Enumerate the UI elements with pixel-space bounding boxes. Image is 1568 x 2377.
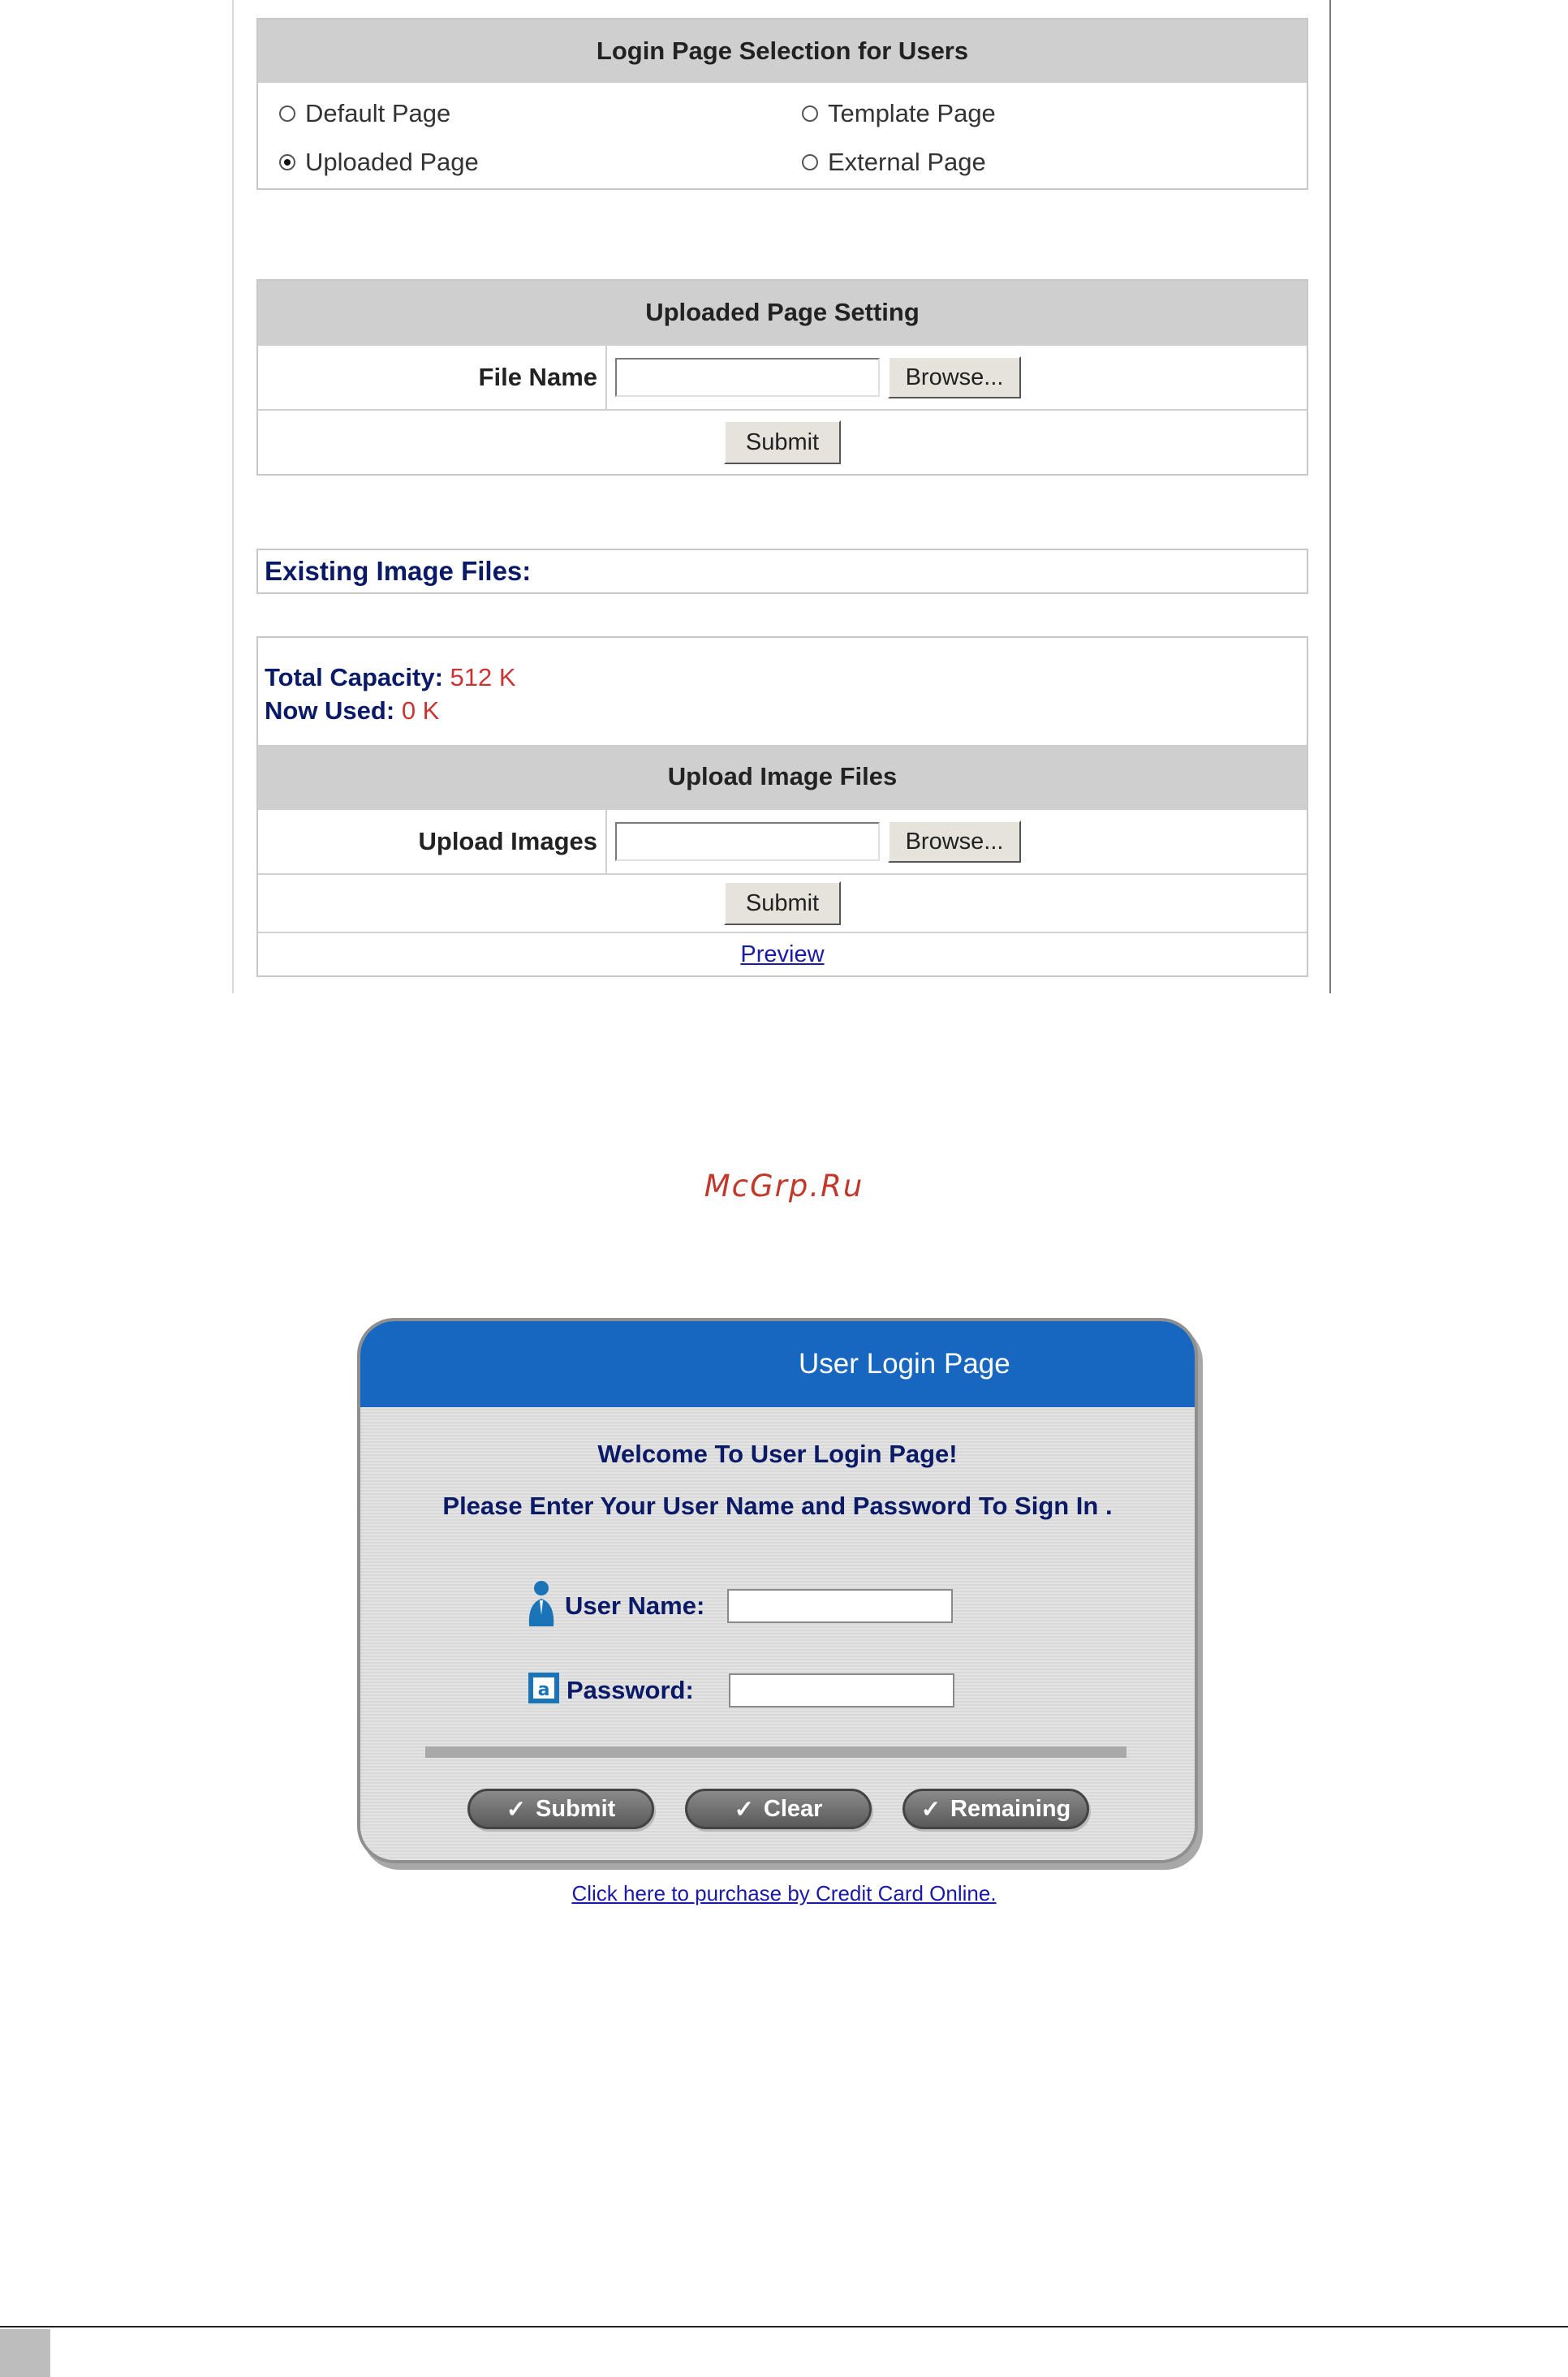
file-name-input[interactable]: [615, 358, 880, 397]
radio-label: Template Page: [828, 99, 996, 127]
purchase-link-row: [0, 1881, 1568, 1906]
login-remaining-label: Remaining: [950, 1795, 1071, 1822]
uploaded-page-setting-box: [256, 279, 1308, 476]
purchase-link[interactable]: Click here to purchase by Credit Card Online.: [571, 1881, 997, 1905]
welcome-text: Welcome To User Login Page!: [597, 1440, 958, 1468]
upload-images-row: [258, 808, 1307, 873]
browse-button[interactable]: Browse...: [888, 820, 1021, 863]
preview-link[interactable]: Preview: [740, 941, 825, 967]
login-submit-button[interactable]: [467, 1789, 654, 1829]
browse-button[interactable]: Browse...: [888, 356, 1021, 398]
submit-row: [258, 409, 1307, 474]
login-clear-label: Clear: [763, 1795, 823, 1822]
login-clear-button[interactable]: [685, 1789, 872, 1829]
username-row: [526, 1579, 953, 1632]
upload-images-title: Upload Image Files: [258, 745, 1307, 808]
login-submit-label: Submit: [536, 1795, 616, 1822]
upload-image-box: [256, 636, 1308, 977]
svg-text:a: a: [537, 1680, 550, 1700]
capacity-info: [258, 638, 1307, 745]
footer-page-marker: [0, 2329, 50, 2377]
login-card-header: User Login Page: [360, 1321, 1195, 1407]
file-name-label: File Name: [258, 346, 607, 409]
radio-label: Default Page: [305, 99, 451, 127]
total-capacity-label: Total Capacity:: [265, 663, 443, 691]
login-divider: [425, 1746, 1126, 1758]
username-input[interactable]: [727, 1589, 953, 1623]
password-icon: [528, 1672, 560, 1708]
password-input[interactable]: [729, 1673, 954, 1707]
password-label: Password:: [566, 1675, 694, 1704]
radio-label: External Page: [828, 148, 986, 176]
upload-images-field: [607, 810, 1021, 873]
login-remaining-button[interactable]: [902, 1789, 1089, 1829]
login-selection-box: [256, 18, 1308, 190]
login-selection-options: [258, 83, 1307, 188]
uploaded-setting-title: Uploaded Page Setting: [258, 281, 1307, 344]
admin-panel: [232, 0, 1331, 993]
radio-template-page[interactable]: [802, 99, 996, 128]
footer-divider: [0, 2326, 1568, 2327]
now-used-label: Now Used:: [265, 696, 395, 725]
now-used-value: 0 K: [401, 696, 440, 725]
radio-button[interactable]: [802, 154, 818, 170]
radio-uploaded-page[interactable]: [279, 148, 479, 177]
file-name-field: [607, 346, 1021, 409]
upload-images-label: Upload Images: [258, 810, 607, 873]
check-icon: ✓: [506, 1796, 527, 1823]
check-icon: ✓: [734, 1796, 754, 1823]
upload-images-input[interactable]: [615, 822, 880, 861]
radio-button-checked[interactable]: [279, 154, 295, 170]
total-capacity-value: 512 K: [450, 663, 516, 691]
password-row: [528, 1672, 954, 1708]
login-selection-title: Login Page Selection for Users: [258, 19, 1307, 83]
check-icon: ✓: [920, 1796, 941, 1823]
user-icon: [526, 1579, 558, 1632]
radio-button[interactable]: [802, 106, 818, 122]
file-name-row: [258, 344, 1307, 409]
watermark-text: McGrp.Ru: [704, 1169, 864, 1204]
username-label: User Name:: [565, 1591, 705, 1620]
submit-button[interactable]: Submit: [724, 420, 841, 464]
radio-button[interactable]: [279, 106, 295, 122]
preview-row: [258, 932, 1307, 975]
user-login-card: [357, 1318, 1198, 1863]
upload-submit-button[interactable]: Submit: [724, 881, 841, 925]
radio-external-page[interactable]: [802, 148, 986, 177]
instruction-text: Please Enter Your User Name and Password To Sign In .: [442, 1492, 1113, 1520]
radio-label: Uploaded Page: [305, 148, 479, 176]
login-card-body: [360, 1407, 1195, 1862]
existing-image-files-heading: Existing Image Files:: [256, 549, 1308, 594]
upload-submit-row: [258, 873, 1307, 932]
radio-default-page[interactable]: [279, 99, 450, 128]
